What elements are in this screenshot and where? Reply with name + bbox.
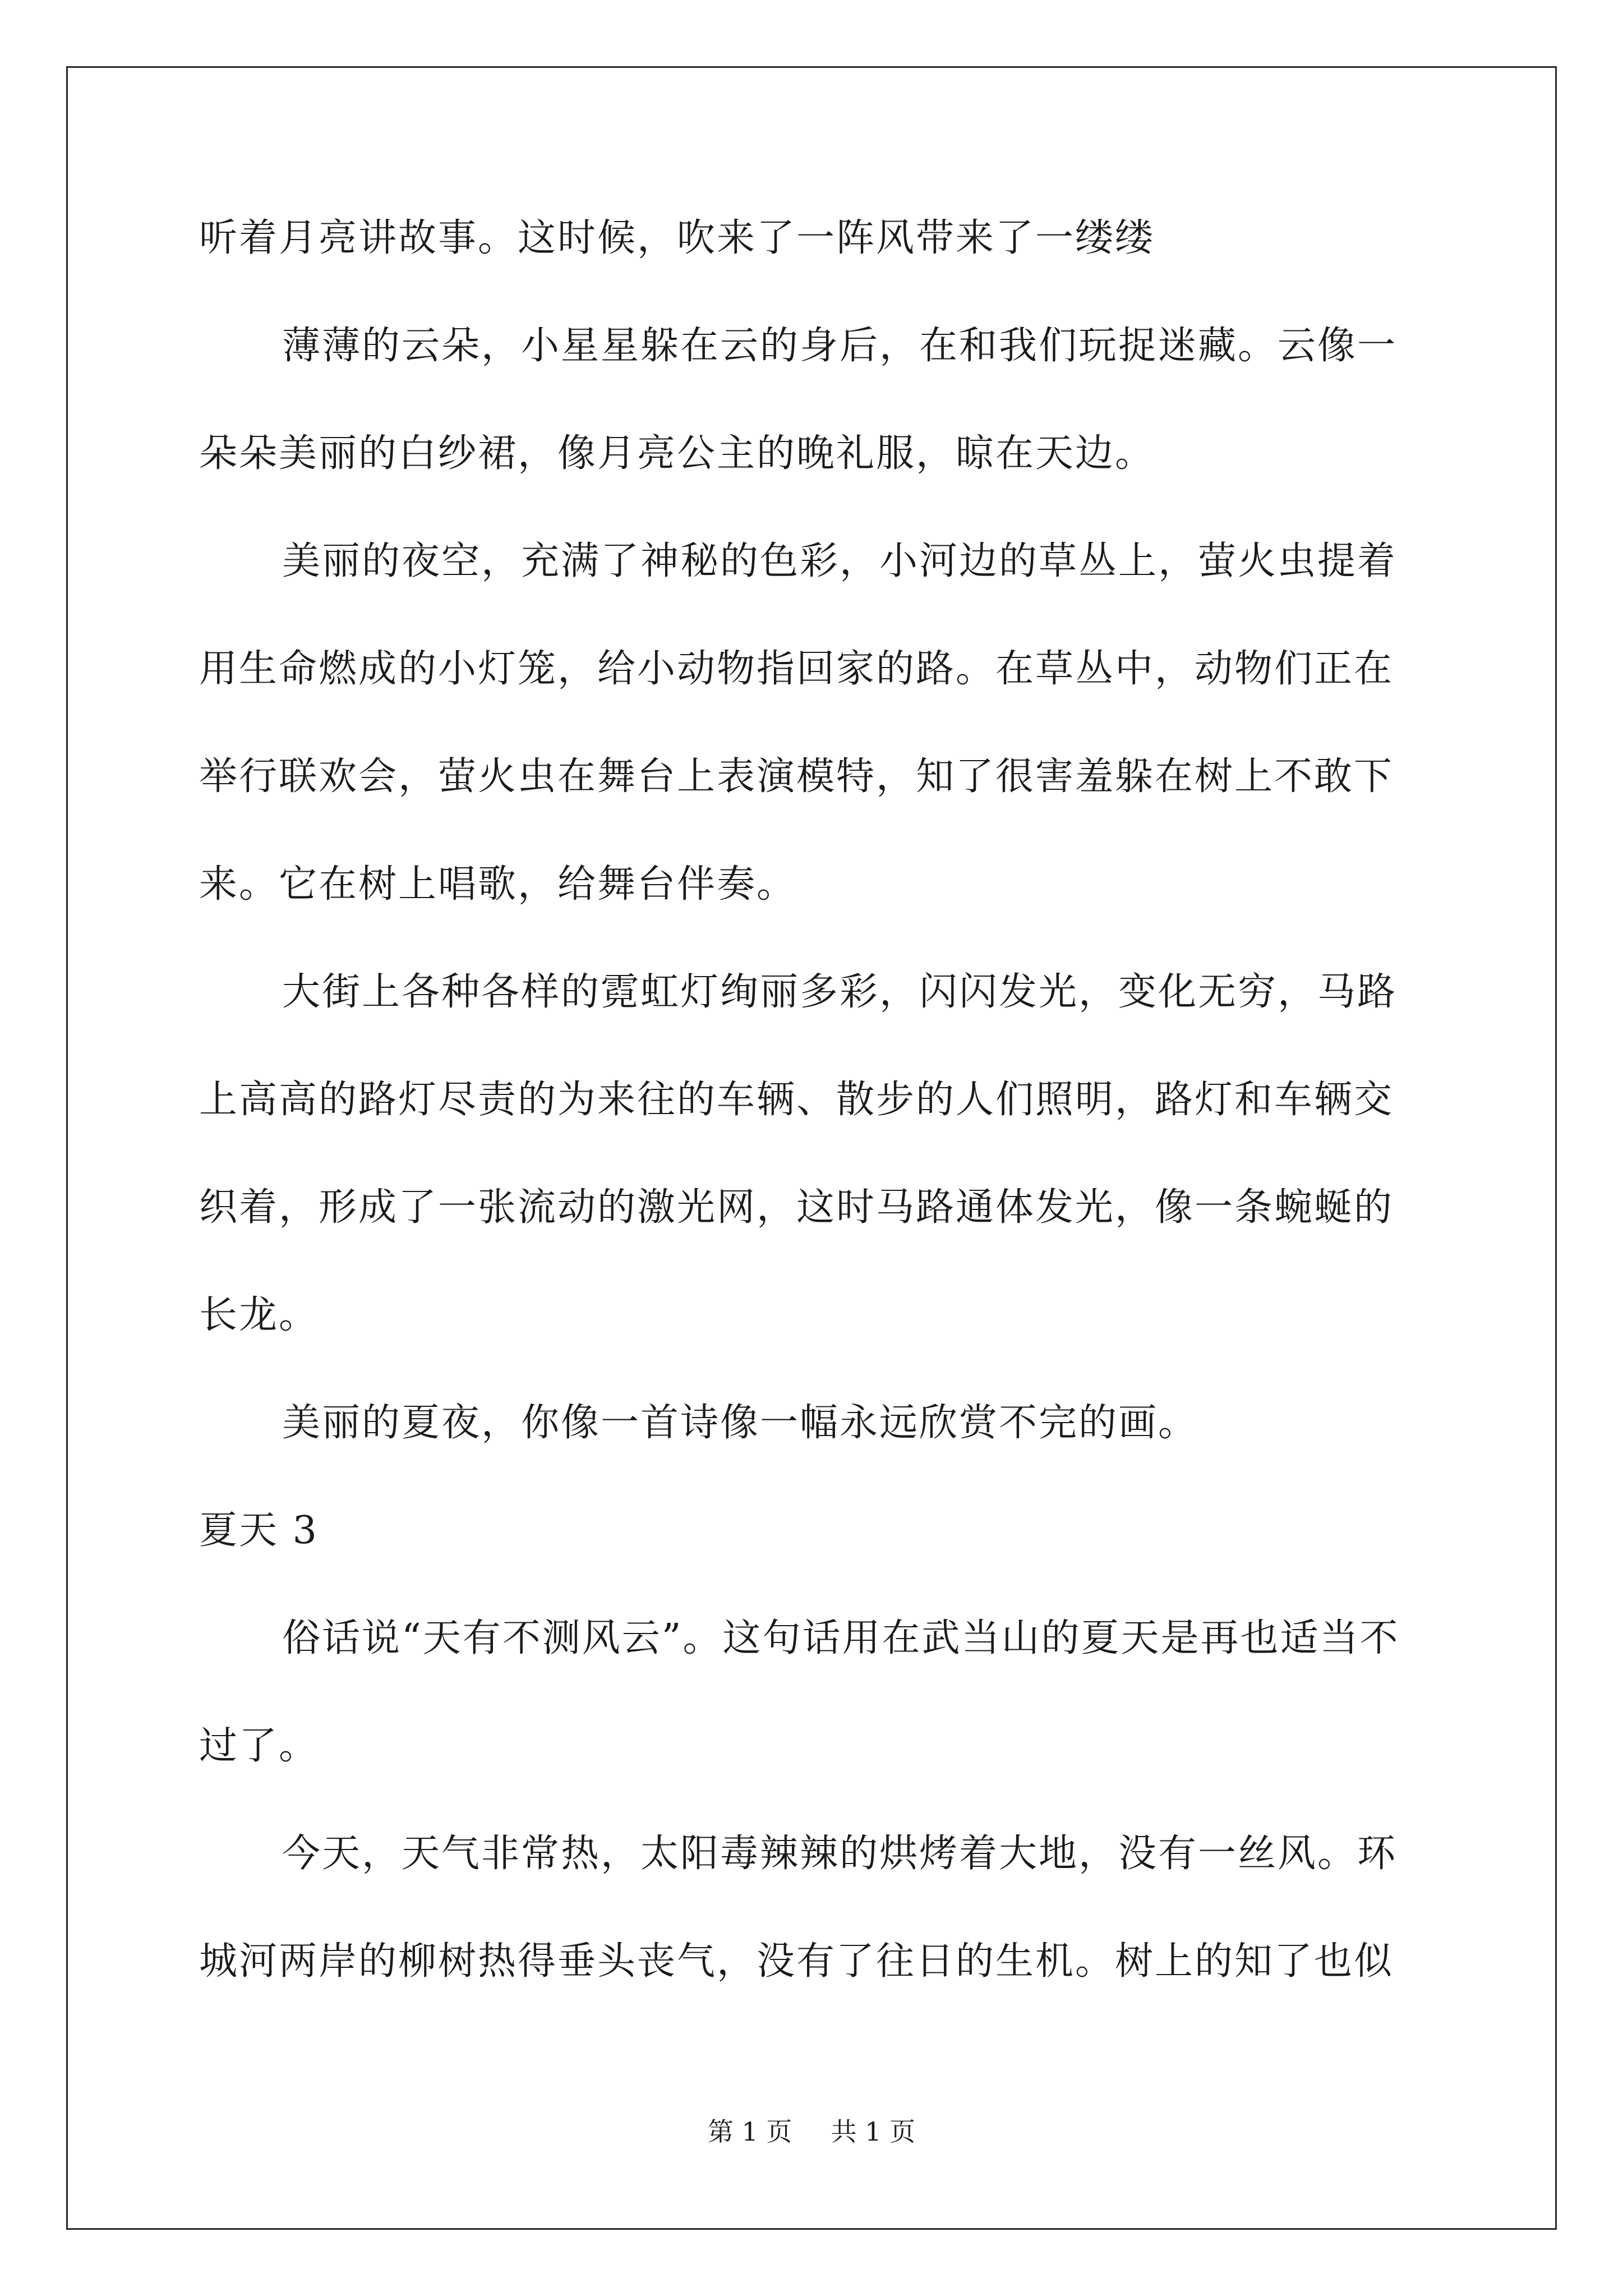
text-line: 美丽的夏夜，你像一首诗像一幅永远欣赏不完的画。 xyxy=(282,1401,1198,1445)
section-heading: 夏天 3 xyxy=(199,1508,319,1553)
text-line: 美丽的夜空，充满了神秘的色彩，小河边的草丛上，萤火虫提着 xyxy=(282,539,1398,583)
text-line: 大街上各种各样的霓虹灯绚丽多彩，闪闪发光，变化无穷，马路 xyxy=(282,970,1398,1014)
text-line: 来。它在树上唱歌，给舞台伴奏。 xyxy=(199,862,797,907)
page-number: 第 1 页 xyxy=(707,2116,792,2147)
text-line: 今天，天气非常热，太阳毒辣辣的烘烤着大地，没有一丝风。环 xyxy=(282,1832,1398,1876)
text-line: 用生命燃成的小灯笼，给小动物指回家的路。在草丛中，动物们正在 xyxy=(199,647,1394,691)
text-line: 薄薄的云朵，小星星躲在云的身后，在和我们玩捉迷藏。云像一 xyxy=(282,324,1398,368)
text-line: 过了。 xyxy=(199,1724,319,1768)
page-border xyxy=(66,66,1557,2230)
text-line: 朵朵美丽的白纱裙，像月亮公主的晚礼服，晾在天边。 xyxy=(199,431,1155,476)
text-line: 俗话说“天有不测风云”。这句话用在武当山的夏天是再也适当不 xyxy=(282,1616,1400,1660)
page-footer xyxy=(0,2115,1623,2148)
text-line: 上高高的路灯尽责的为来往的车辆、散步的人们照明，路灯和车辆交 xyxy=(199,1078,1394,1122)
text-line: 听着月亮讲故事。这时候，吹来了一阵风带来了一缕缕 xyxy=(199,216,1155,260)
text-line: 城河两岸的柳树热得垂头丧气，没有了往日的生机。树上的知了也似 xyxy=(199,1939,1394,1984)
text-line: 织着，形成了一张流动的激光网，这时马路通体发光，像一条蜿蜒的 xyxy=(199,1185,1394,1230)
text-line: 长龙。 xyxy=(199,1293,319,1337)
page-total: 共 1 页 xyxy=(831,2116,916,2147)
text-line: 举行联欢会，萤火虫在舞台上表演模特，知了很害羞躲在树上不敢下 xyxy=(199,754,1394,799)
